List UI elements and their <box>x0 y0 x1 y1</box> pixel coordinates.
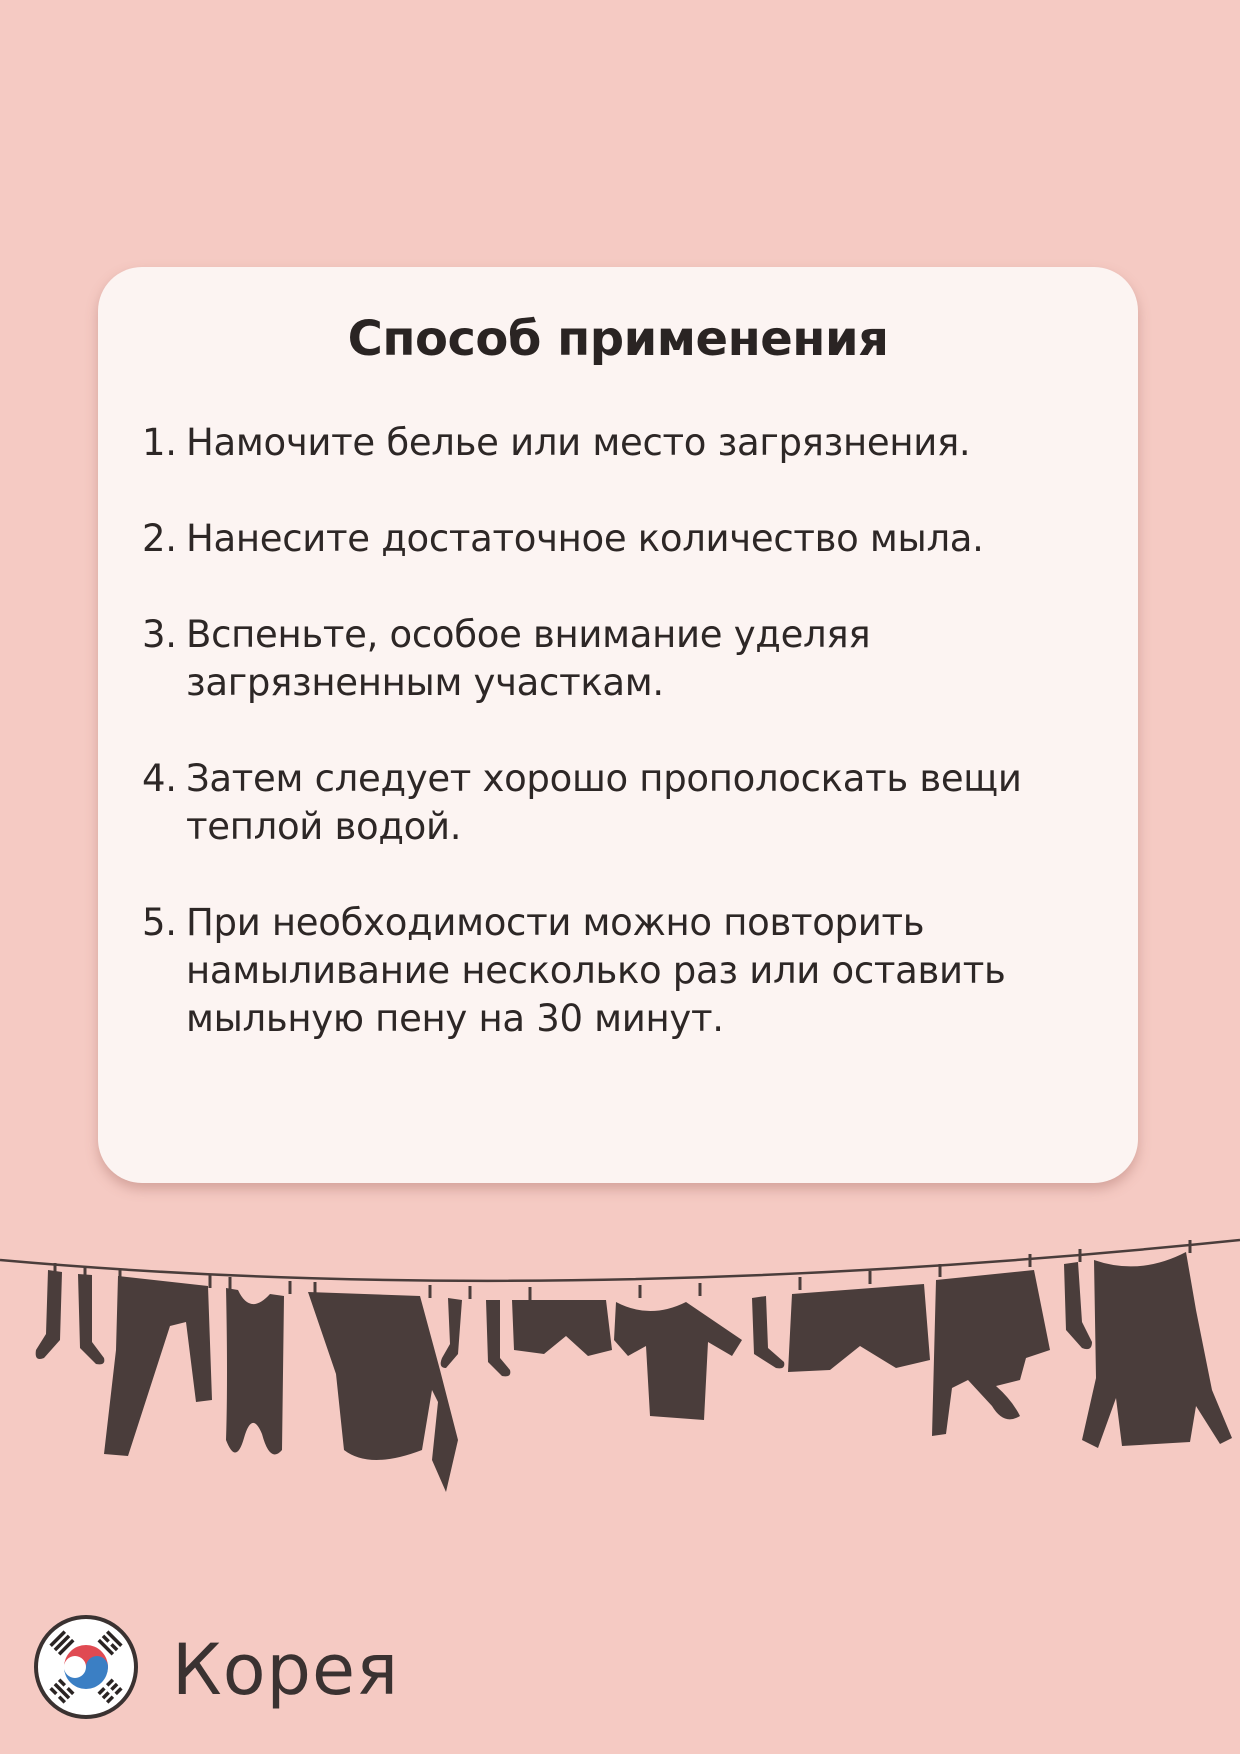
step-number: 5. <box>142 901 177 944</box>
step-item <box>142 899 1098 1043</box>
step-text: При необходимости можно повторить намыливание несколько раз или оставить мыльную пену на 30 минут. <box>186 901 1006 1040</box>
step-item <box>142 611 1098 707</box>
card-title: Способ применения <box>347 311 889 367</box>
steps-list <box>142 419 1098 1091</box>
step-number: 4. <box>142 757 177 800</box>
step-number: 2. <box>142 517 177 560</box>
step-text: Затем следует хорошо прополоскать вещи теплой водой. <box>186 757 1022 848</box>
step-item <box>142 419 1098 467</box>
country-label: Корея <box>172 1629 400 1711</box>
step-text: Намочите белье или место загрязнения. <box>186 421 971 464</box>
step-item <box>142 755 1098 851</box>
step-item <box>142 515 1098 563</box>
instructions-card <box>98 267 1138 1183</box>
step-text: Вспеньте, особое внимание уделяя загрязненным участкам. <box>186 613 871 704</box>
step-number: 3. <box>142 613 177 656</box>
step-text: Нанесите достаточное количество мыла. <box>186 517 984 560</box>
step-number: 1. <box>142 421 177 464</box>
korea-flag-icon <box>34 1615 138 1719</box>
clothesline-icon <box>0 1230 1240 1520</box>
